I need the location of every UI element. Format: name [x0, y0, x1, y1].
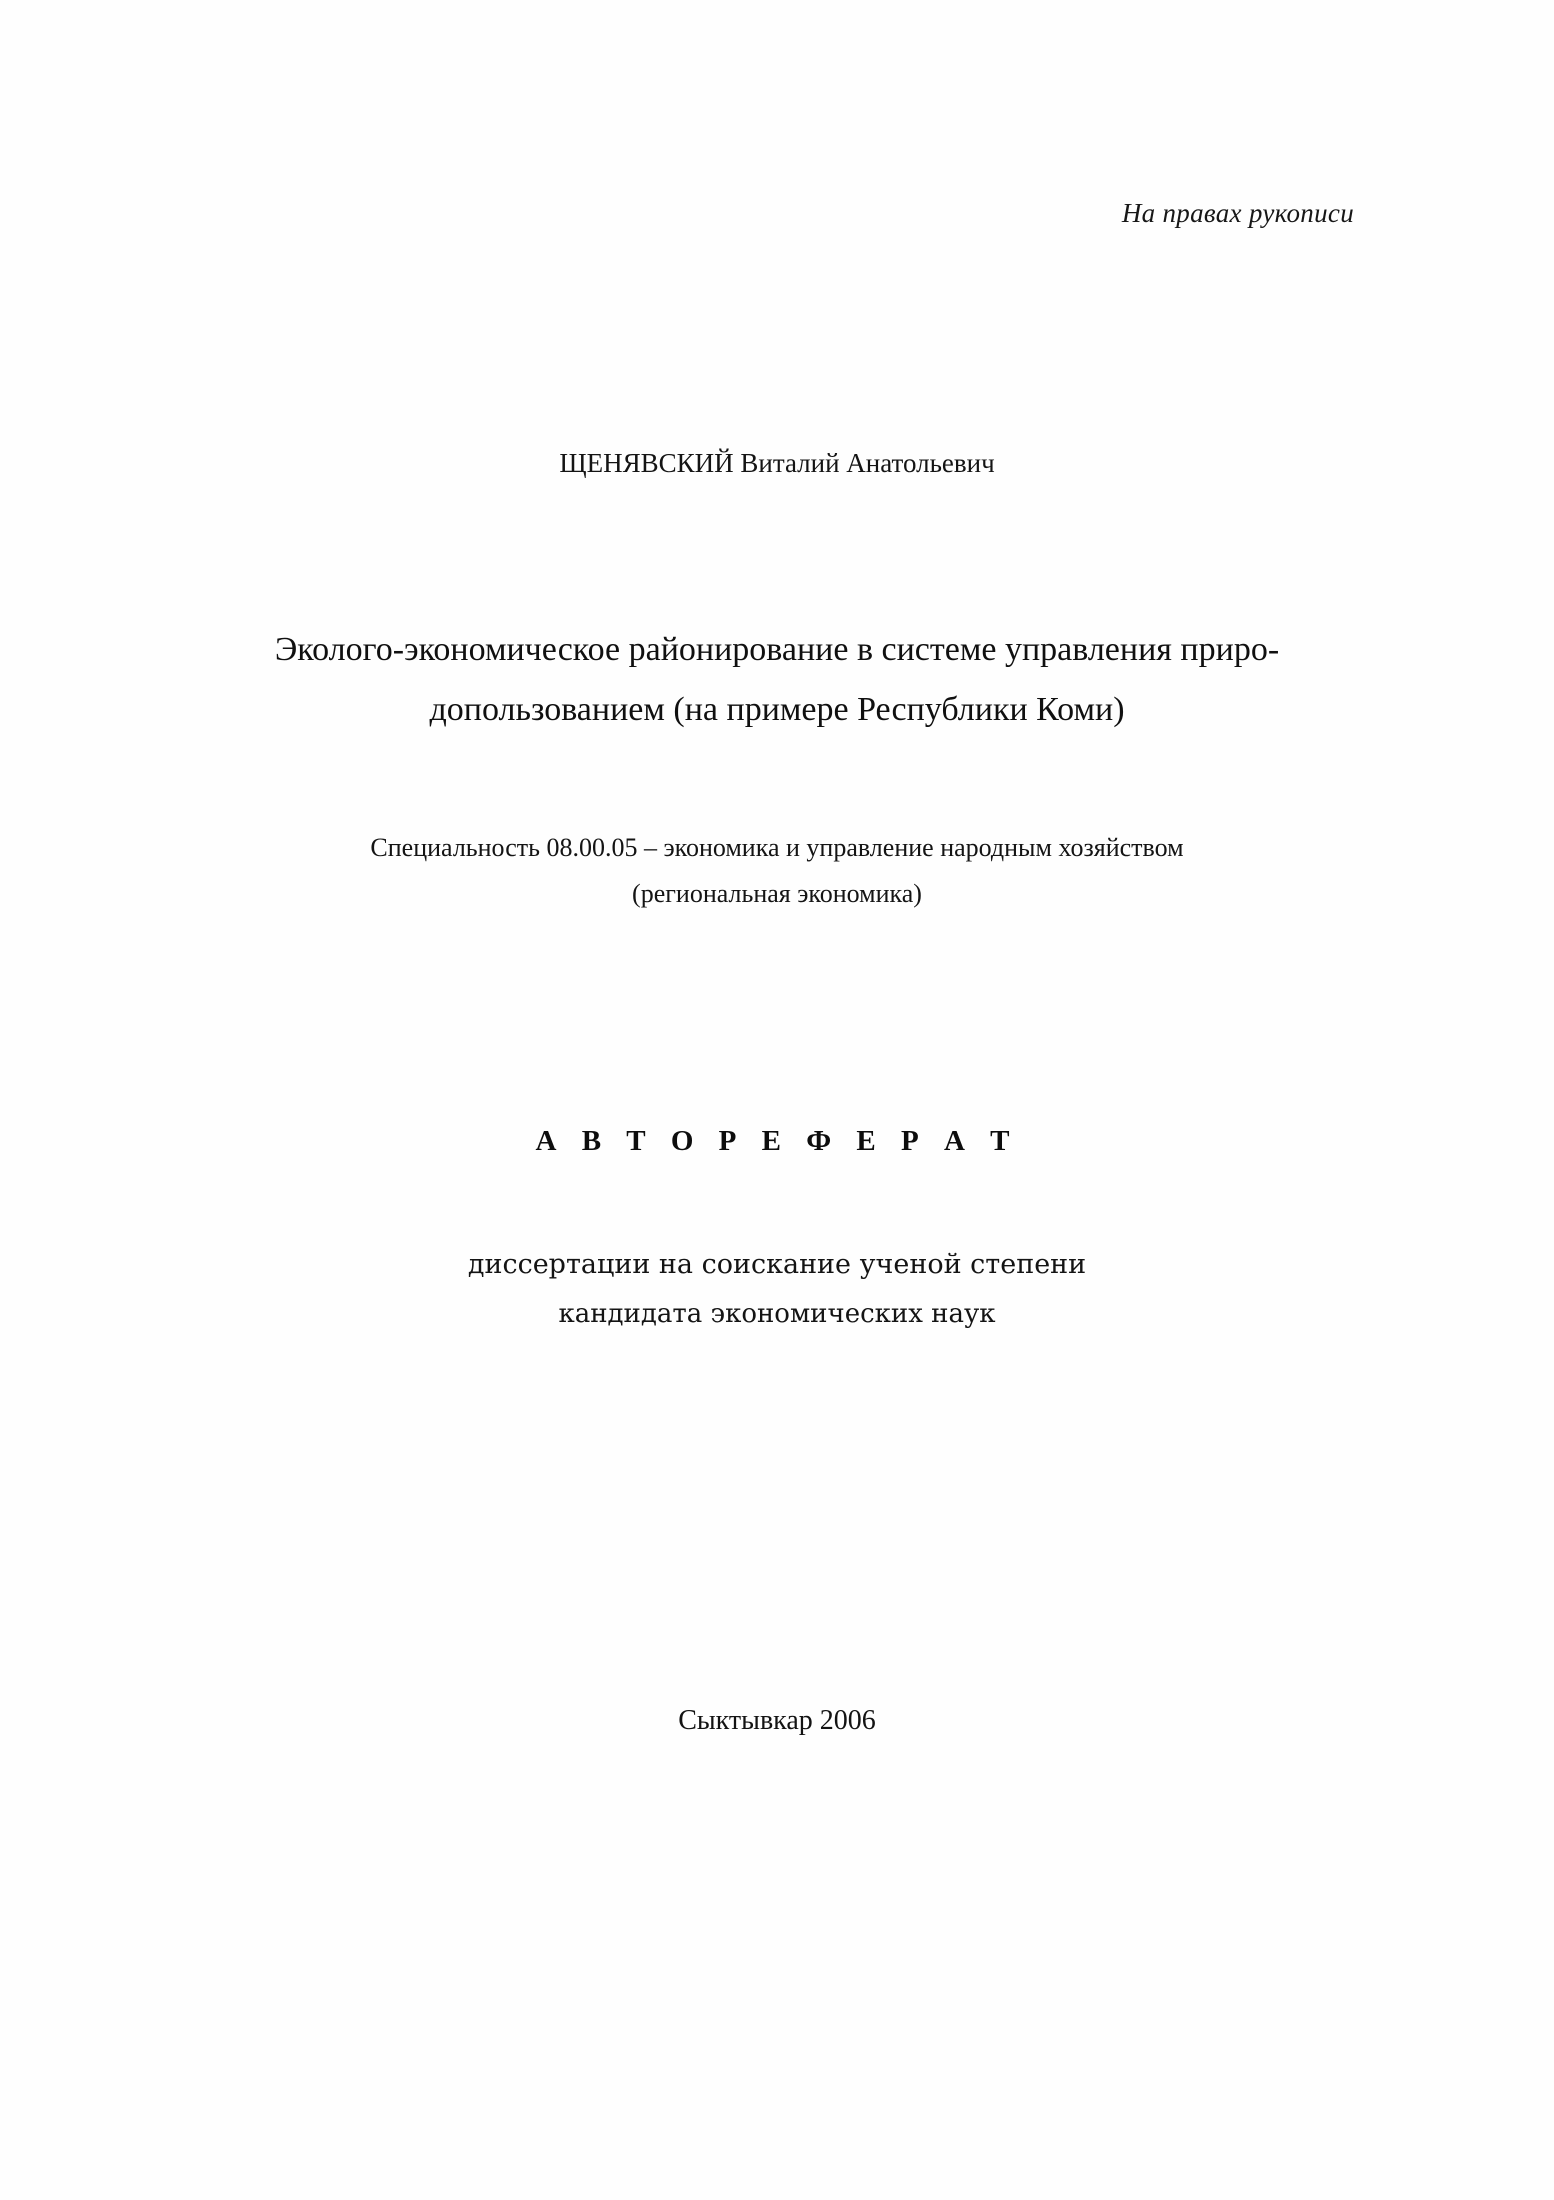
- document-title: [200, 620, 1354, 739]
- place-and-year: Сыктывкар 2006: [678, 1705, 876, 1736]
- degree-line-1: диссертации на соискание ученой степени: [467, 1249, 1087, 1280]
- rights-note: На правах рукописи: [1121, 198, 1354, 228]
- degree-line-2: кандидата экономических наук: [558, 1298, 996, 1329]
- author-name: ЩЕНЯВСКИЙ Виталий Анатольевич: [559, 448, 995, 478]
- abstract-heading: А В Т О Р Е Ф Е Р А Т: [535, 1125, 1019, 1157]
- speciality-line-1: Специальность 08.00.05 – экономика и управление народным хозяйством: [370, 833, 1184, 862]
- speciality-line-2: (региональная экономика): [632, 879, 922, 909]
- title-line-2: допользованием (на примере Республики Коми): [429, 690, 1125, 728]
- degree-block: [200, 1240, 1354, 1338]
- speciality-block: [200, 825, 1354, 918]
- page-content: [200, 0, 1354, 2200]
- title-line-1: Эколого-экономическое районирование в системе управления приро-: [274, 631, 1280, 668]
